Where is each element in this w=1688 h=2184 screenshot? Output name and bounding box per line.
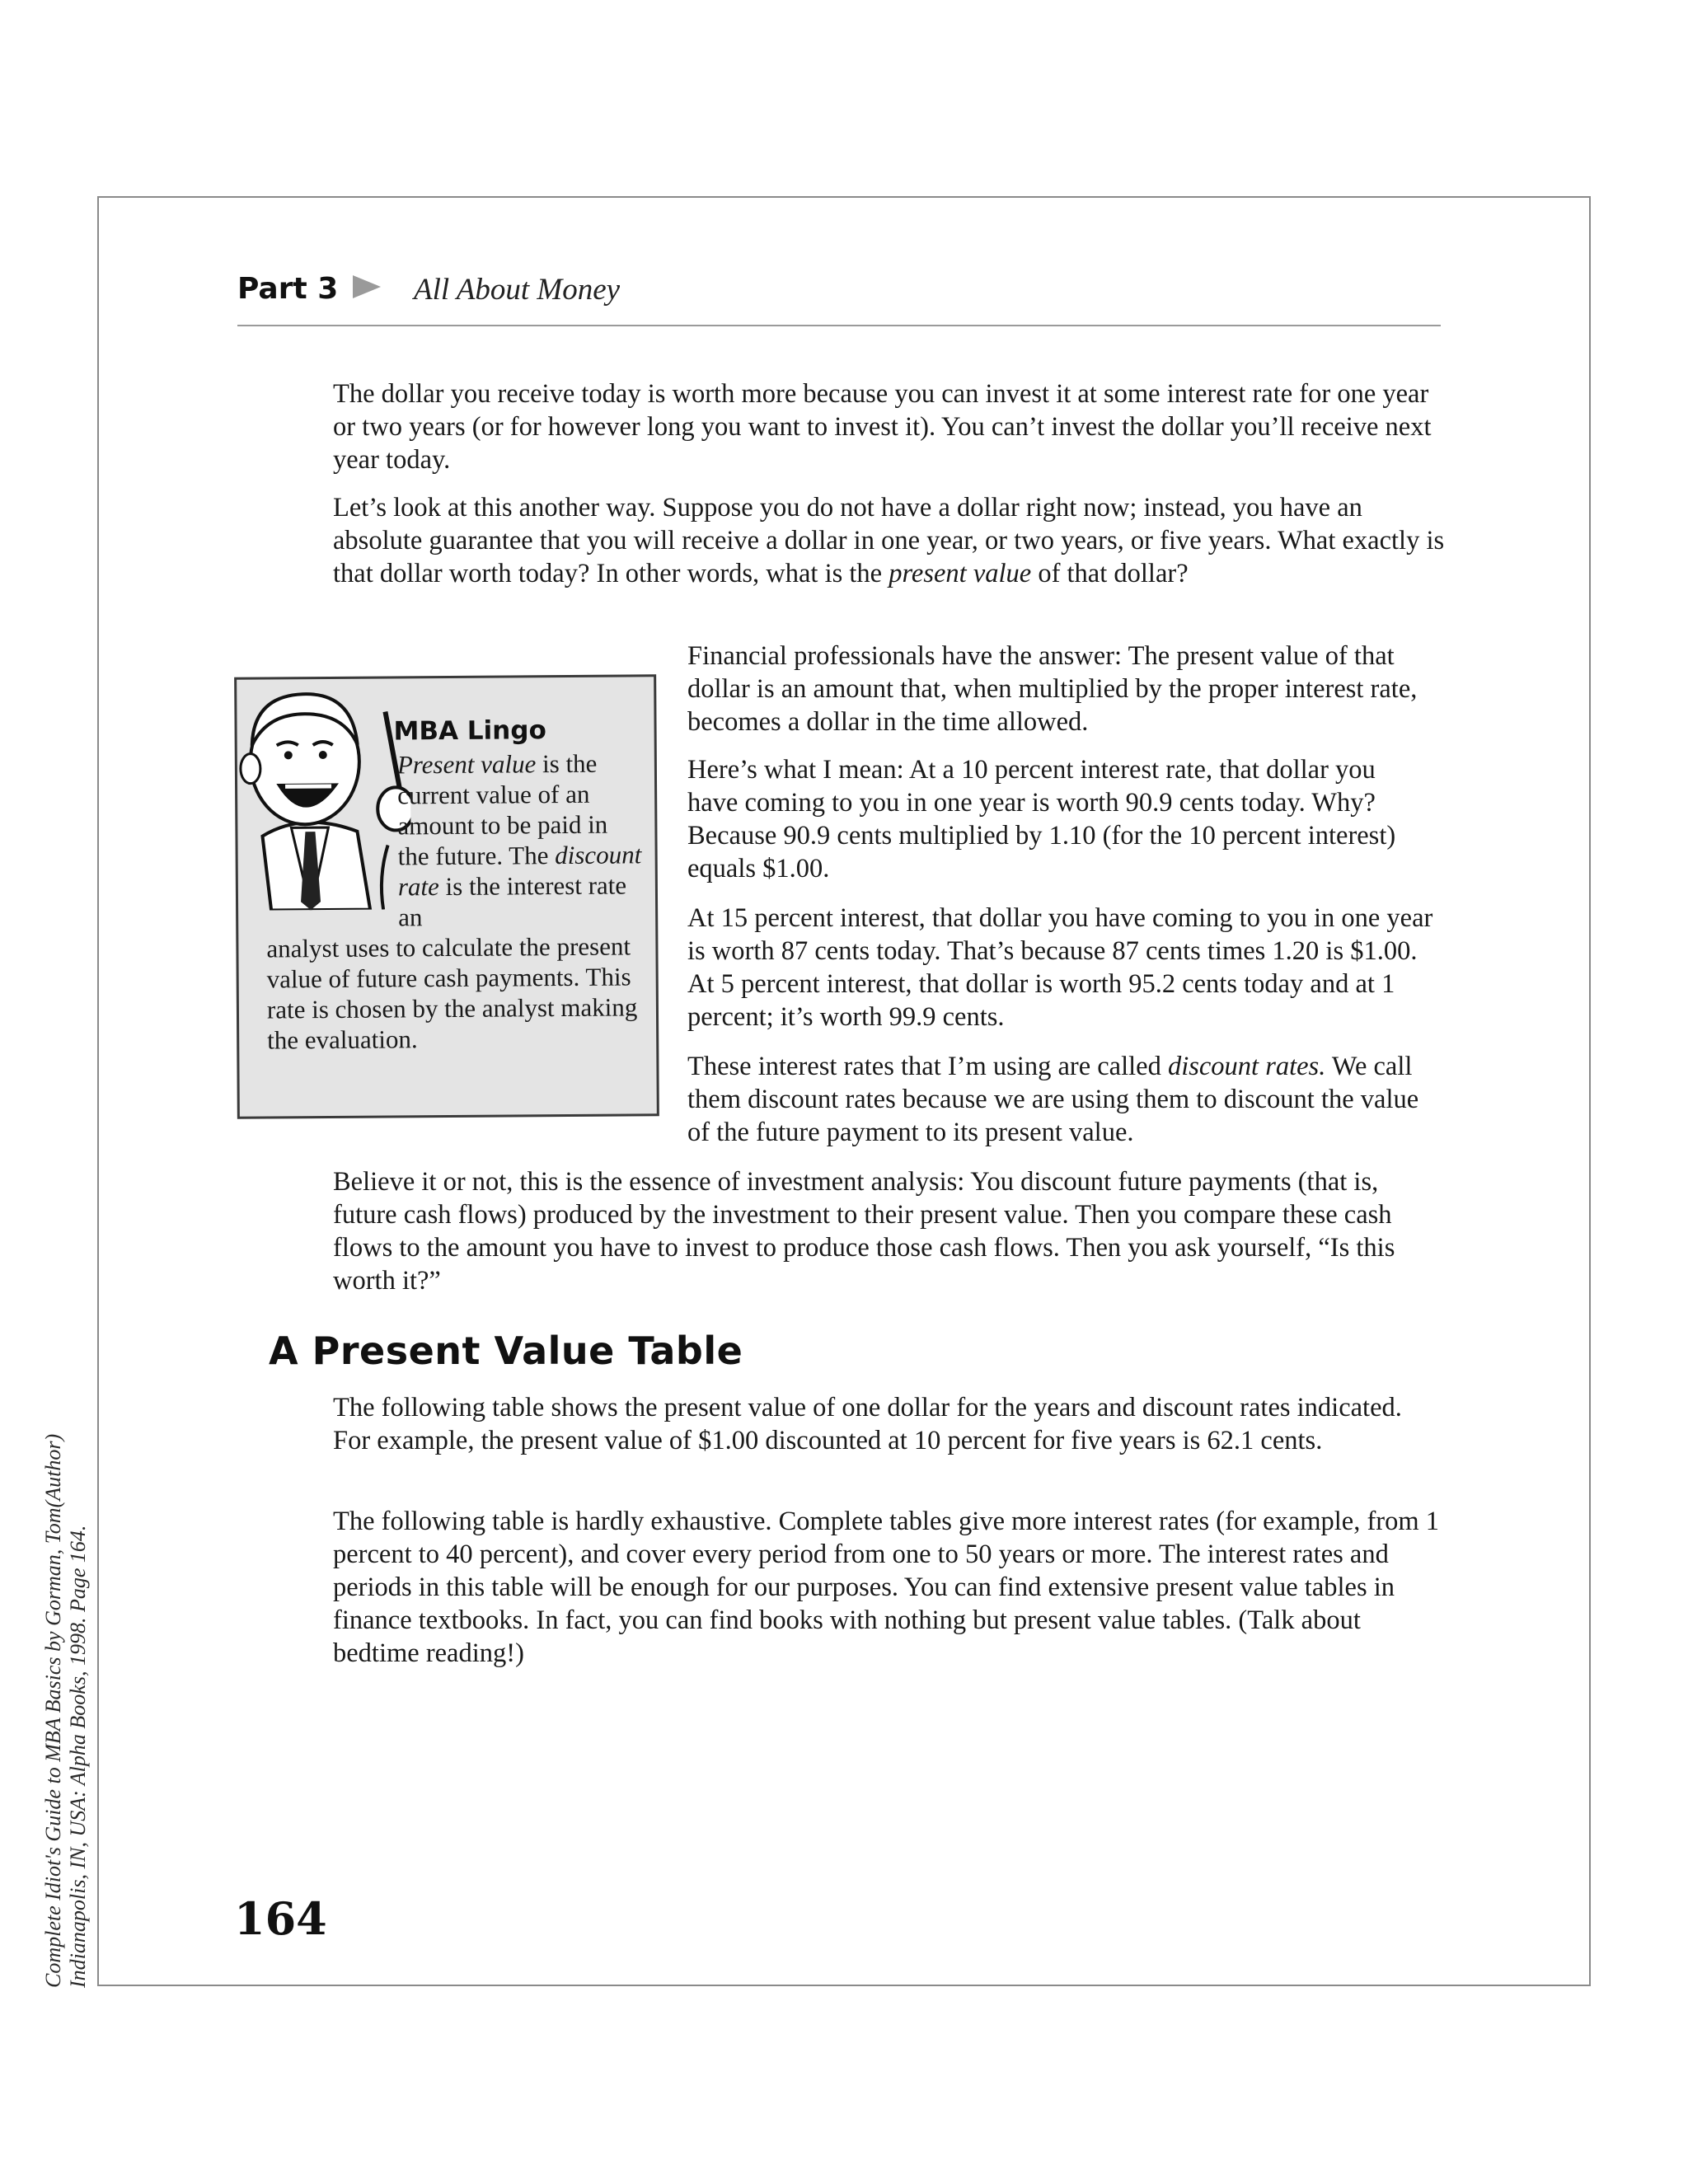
page-number: 164 bbox=[234, 1892, 327, 1945]
header-part-label: Part 3 bbox=[237, 272, 339, 306]
arrow-right-icon bbox=[353, 275, 381, 298]
side-caption bbox=[41, 1394, 91, 1988]
paragraph-6-emphasis: discount rates. bbox=[1167, 1052, 1326, 1081]
paragraph-2-emphasis: present value bbox=[889, 559, 1032, 588]
paragraph-1: The dollar you receive today is worth more because you can invest it at some interest rate for one year or two years (or for however long you want to invest it). You can’t invest the dollar you’ll receive next year today. bbox=[333, 379, 1432, 475]
section-heading: A Present Value Table bbox=[269, 1329, 743, 1373]
paragraph-6-text-b: We call them discount rates because we are using them to discount the value of the future payment to its present value. bbox=[687, 1052, 1419, 1147]
paragraph-2-text-a: Let’s look at this another way. Suppose you do not have a dollar right now; instead, you have an absolute guarantee that you will receive a dollar in one year, or two years, or five years. What exactly is that dollar worth today? In other words, what is the bbox=[333, 493, 1445, 588]
sidebar-text-2: is the interest rate an bbox=[398, 870, 627, 932]
sidebar-definition-top bbox=[397, 748, 646, 932]
paragraph-2-text-b: of that dollar? bbox=[1031, 559, 1189, 588]
cartoon-professor-icon bbox=[212, 662, 411, 911]
paragraph-5: At 15 percent interest, that dollar you have coming to you in one year is worth 87 cents today. That’s because 87 cents times 1.20 is $1.00. At 5 percent interest, that dollar is worth 95.2 cents today and at 1 percent; it’s worth 99.9 cents. bbox=[687, 903, 1433, 1032]
sidebar-title: MBA Lingo bbox=[393, 715, 546, 747]
side-caption-line-1: Complete Idiot's Guide to MBA Basics by Gorman, Tom(Author) bbox=[41, 1433, 65, 1988]
header-chapter-title: All About Money bbox=[414, 273, 621, 307]
paragraph-7: Believe it or not, this is the essence of investment analysis: You discount future payments (that is, future cash flows) produced by the investment to their present value. Then you compare these cash flows to the amount you have to invest to produce those cash flows. Then you ask yourself, “Is this worth it?” bbox=[333, 1167, 1395, 1296]
sidebar-term-discount-rate: discount rate bbox=[397, 840, 642, 902]
side-caption-line-2: Indianapolis, IN, USA: Alpha Books, 1998. Page 164. bbox=[66, 1525, 90, 1988]
sidebar-definition-bottom: analyst uses to calculate the present value of future cash payments. This rate is chosen by the analyst making the evaluation. bbox=[266, 931, 638, 1055]
mba-lingo-sidebar bbox=[234, 674, 659, 1119]
paragraph-4: Here’s what I mean: At a 10 percent interest rate, that dollar you have coming to you in one year is worth 90.9 cents today. Why? Because 90.9 cents multiplied by 1.10 (for the 10 percent interest) equals $1.00. bbox=[687, 755, 1396, 883]
sidebar-text-1: is the current value of an amount to be paid in the future. The bbox=[397, 748, 608, 871]
paragraph-8: The following table shows the present value of one dollar for the years and discount rates indicated. For example, the present value of $1.00 discounted at 10 percent for five years is 62.1 cents. bbox=[333, 1393, 1402, 1455]
paragraph-6 bbox=[687, 1050, 1429, 1149]
paragraph-9: The following table is hardly exhaustive. Complete tables give more interest rates (for example, from 1 percent to 40 percent), and cover every period from one to 50 years or more. The interest rates and periods in this table will be enough for our purposes. You can find extensive present value tables in finance textbooks. In fact, you can find books with nothing but present value tables. (Talk about bedtime reading!) bbox=[333, 1507, 1440, 1668]
paragraph-3: Financial professionals have the answer: The present value of that dollar is an amount that, when multiplied by the proper interest rate, becomes a dollar in the time allowed. bbox=[687, 641, 1418, 737]
paragraph-2 bbox=[333, 491, 1446, 590]
running-header bbox=[237, 269, 1441, 326]
sidebar-term-present-value: Present value bbox=[396, 749, 537, 780]
paragraph-6-text-a: These interest rates that I’m using are called bbox=[687, 1052, 1168, 1081]
